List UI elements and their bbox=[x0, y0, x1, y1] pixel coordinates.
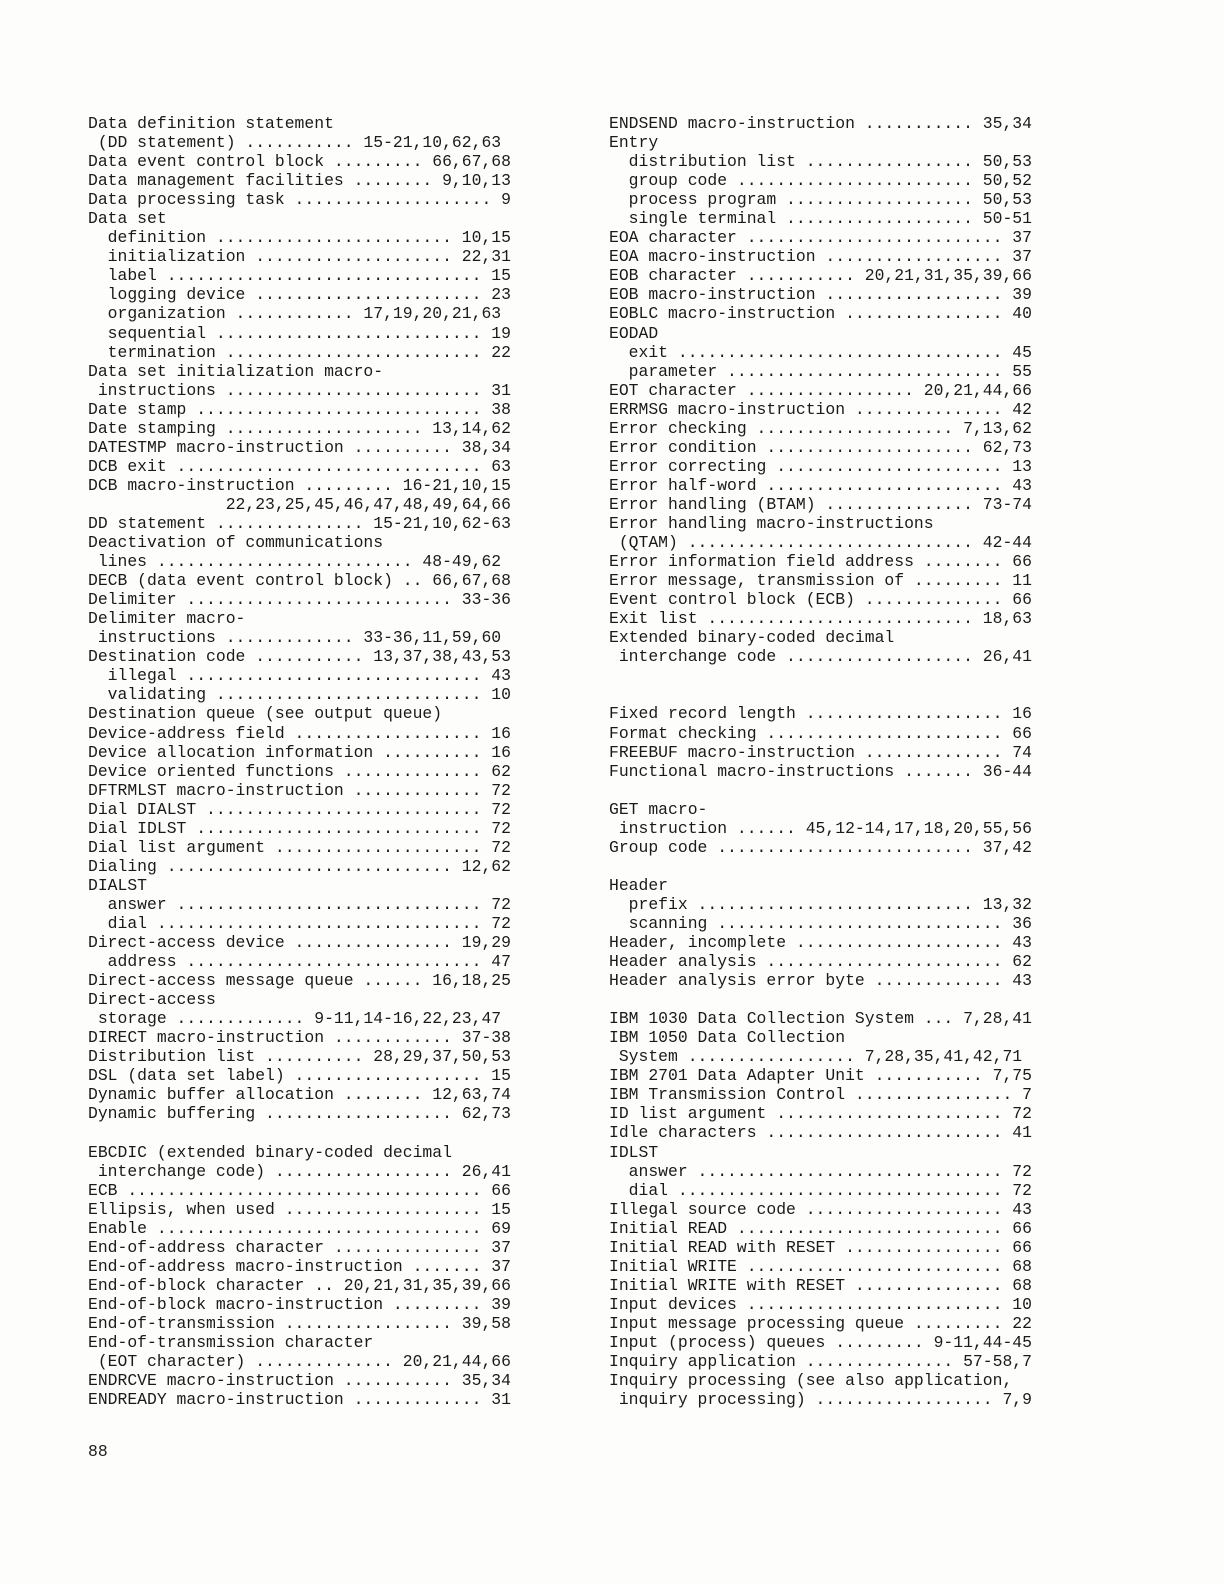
index-entry-line: Error checking .................... 7,13,62 bbox=[609, 418, 1032, 438]
index-entry-line: Deactivation of communications bbox=[88, 533, 384, 553]
index-entry-line: group code ........................ 50,52 bbox=[609, 171, 1032, 191]
index-entry-line: Dialing ............................. 12,62 bbox=[88, 856, 511, 876]
index-entry-line: DD statement ............... 15-21,10,62-63 bbox=[88, 513, 511, 533]
index-entry-line: EOT character ................. 20,21,44,66 bbox=[609, 380, 1032, 400]
index-entry-line: End-of-address macro-instruction ....... 37 bbox=[88, 1256, 511, 1276]
index-entry-line: Error information field address ........ 66 bbox=[609, 552, 1032, 572]
index-entry-line: interchange code) .................. 26,41 bbox=[88, 1161, 511, 1181]
index-entry-line: Extended binary-coded decimal bbox=[609, 628, 895, 648]
index-entry-line: Data management facilities ........ 9,10,13 bbox=[88, 171, 511, 191]
index-entry-line: Destination queue (see output queue) bbox=[88, 704, 443, 724]
index-entry-line: answer ............................... 72 bbox=[609, 1161, 1032, 1181]
index-entry-line: inquiry processing) .................. 7,9 bbox=[609, 1390, 1032, 1410]
index-entry-line: End-of-transmission character bbox=[88, 1333, 374, 1352]
index-entry-line: Error message, transmission of ......... 11 bbox=[609, 571, 1032, 591]
index-entry-line: ECB .................................... 66 bbox=[88, 1180, 511, 1200]
index-entry-line: ENDREADY macro-instruction ............. 31 bbox=[88, 1390, 511, 1410]
index-entry-line: GET macro- bbox=[609, 799, 708, 819]
index-entry-line: 22,23,25,45,46,47,48,49,64,66 bbox=[88, 494, 511, 514]
index-entry-line: ERRMSG macro-instruction ............... 42 bbox=[609, 399, 1032, 419]
index-entry-line: Input (process) queues ......... 9-11,44-45 bbox=[609, 1333, 1032, 1352]
index-entry-line: Inquiry processing (see also application, bbox=[609, 1371, 1013, 1391]
index-entry-line: Idle characters ........................ 41 bbox=[609, 1123, 1032, 1143]
index-entry-line: Error handling (BTAM) ............... 73-74 bbox=[609, 494, 1032, 514]
index-entry-line: Enable ................................. 69 bbox=[88, 1218, 511, 1238]
index-entry-line: IDLST bbox=[609, 1142, 659, 1162]
index-entry-line: Illegal source code .................... 43 bbox=[609, 1199, 1032, 1219]
index-entry-line: illegal .............................. 43 bbox=[88, 666, 511, 686]
index-entry-line: Device-address field ................... 16 bbox=[88, 723, 511, 743]
index-entry-line: Error handling macro-instructions bbox=[609, 513, 934, 533]
index-entry-line: DCB macro-instruction ......... 16-21,10,15 bbox=[88, 475, 511, 495]
index-entry-line: sequential ........................... 19 bbox=[88, 323, 511, 343]
index-entry-line: Date stamp ............................. 38 bbox=[88, 399, 511, 419]
index-entry-line: Initial WRITE .......................... 68 bbox=[609, 1256, 1032, 1276]
index-entry-line: End-of-transmission ................. 39,58 bbox=[88, 1313, 511, 1333]
index-entry-line: Error correcting ....................... 13 bbox=[609, 456, 1032, 476]
index-entry-line: EOA character .......................... 37 bbox=[609, 228, 1032, 248]
index-entry-line: ENDRCVE macro-instruction ........... 35,34 bbox=[88, 1371, 511, 1391]
index-entry-line: (DD statement) ........... 15-21,10,62,63 bbox=[88, 133, 502, 153]
index-entry-line: Entry bbox=[609, 133, 659, 153]
index-entry-line: Header analysis ........................ 62 bbox=[609, 952, 1032, 972]
index-entry-line: Ellipsis, when used .................... 15 bbox=[88, 1199, 511, 1219]
index-entry-line: IBM 2701 Data Adapter Unit ........... 7,75 bbox=[609, 1066, 1032, 1086]
index-left-column bbox=[88, 114, 580, 1409]
index-entry-line: End-of-block character .. 20,21,31,35,39,66 bbox=[88, 1275, 511, 1295]
index-entry-line: answer ............................... 72 bbox=[88, 894, 511, 914]
index-entry-line bbox=[88, 1123, 580, 1142]
index-entry-line: Exit list ........................... 18,63 bbox=[609, 609, 1032, 629]
index-entry-line: DATESTMP macro-instruction .......... 38,34 bbox=[88, 437, 511, 457]
index-entry-line: Data set bbox=[88, 209, 167, 229]
index-entry-line: DFTRMLST macro-instruction ............. 72 bbox=[88, 780, 511, 800]
index-entry-line: prefix ............................ 13,32 bbox=[609, 894, 1032, 914]
index-entry-line: End-of-address character ............... 37 bbox=[88, 1237, 511, 1257]
index-entry-line bbox=[609, 857, 1101, 876]
index-entry-line: instructions .......................... 31 bbox=[88, 380, 511, 400]
index-entry-line: Fixed record length .................... 16 bbox=[609, 704, 1032, 724]
index-entry-line: IBM 1030 Data Collection System ... 7,28,41 bbox=[609, 1009, 1032, 1029]
index-entry-line: EOA macro-instruction .................. 37 bbox=[609, 247, 1032, 267]
index-entry-line: Data event control block ......... 66,67,68 bbox=[88, 152, 511, 172]
index-entry-line: Data processing task .................... 9 bbox=[88, 190, 511, 210]
index-entry-line: Device oriented functions .............. 62 bbox=[88, 761, 511, 781]
index-entry-line: EODAD bbox=[609, 323, 659, 343]
index-entry-line: IBM Transmission Control ................ 7 bbox=[609, 1085, 1032, 1105]
index-entry-line: System ................. 7,28,35,41,42,71 bbox=[609, 1047, 1023, 1067]
index-entry-line: address .............................. 47 bbox=[88, 952, 511, 972]
index-entry-line: instruction ...... 45,12-14,17,18,20,55,56 bbox=[609, 818, 1032, 838]
index-entry-line: Initial READ with RESET ................ 66 bbox=[609, 1237, 1032, 1257]
index-entry-line: Inquiry application ............... 57-58,7 bbox=[609, 1352, 1032, 1372]
index-entry-line: Header, incomplete ..................... 43 bbox=[609, 933, 1032, 953]
index-right-column bbox=[609, 114, 1101, 1409]
index-entry-line: definition ........................ 10,15 bbox=[88, 228, 511, 248]
index-entry-line: label ................................ 15 bbox=[88, 266, 511, 286]
index-entry-line: Input devices .......................... 10 bbox=[609, 1294, 1032, 1314]
index-entry-line: Dial list argument ..................... 72 bbox=[88, 837, 511, 857]
index-entry-line: Event control block (ECB) .............. 66 bbox=[609, 590, 1032, 610]
index-entry-line: parameter ............................ 55 bbox=[609, 361, 1032, 381]
index-entry-line: EOB macro-instruction .................. 39 bbox=[609, 285, 1032, 305]
index-entry-line: Date stamping .................... 13,14,62 bbox=[88, 418, 511, 438]
index-entry-line: Header bbox=[609, 875, 669, 895]
index-entry-line: logging device ....................... 23 bbox=[88, 285, 511, 305]
index-entry-line: DCB exit ............................... 63 bbox=[88, 456, 511, 476]
index-entry-line: initialization .................... 22,31 bbox=[88, 247, 511, 267]
index-entry-line: ENDSEND macro-instruction ........... 35,34 bbox=[609, 114, 1032, 133]
index-entry-line: single terminal ................... 50-51 bbox=[609, 209, 1032, 229]
index-entry-line: exit ................................. 45 bbox=[609, 342, 1032, 362]
index-entry-line: Direct-access message queue ...... 16,18,25 bbox=[88, 971, 511, 991]
index-entry-line: distribution list ................. 50,53 bbox=[609, 152, 1032, 172]
index-entry-line: EOBLC macro-instruction ................ 40 bbox=[609, 304, 1032, 324]
index-entry-line: Initial WRITE with RESET ............... 68 bbox=[609, 1275, 1032, 1295]
index-entry-line: dial ................................. 72 bbox=[609, 1180, 1032, 1200]
index-entry-line: DIALST bbox=[88, 875, 148, 895]
index-entry-line bbox=[609, 685, 1101, 704]
index-entry-line: IBM 1050 Data Collection bbox=[609, 1028, 846, 1048]
index-entry-line: validating ........................... 10 bbox=[88, 685, 511, 705]
index-entry-line: Error half-word ........................ 43 bbox=[609, 475, 1032, 495]
index-entry-line: Data definition statement bbox=[88, 114, 334, 133]
index-entry-line: process program ................... 50,53 bbox=[609, 190, 1032, 210]
index-entry-line: EBCDIC (extended binary-coded decimal bbox=[88, 1142, 452, 1162]
index-entry-line: Data set initialization macro- bbox=[88, 361, 384, 381]
index-entry-line: Initial READ ........................... 66 bbox=[609, 1218, 1032, 1238]
index-entry-line: Dynamic buffer allocation ........ 12,63,74 bbox=[88, 1085, 511, 1105]
index-entry-line bbox=[609, 666, 1101, 685]
index-entry-line: Format checking ........................ 66 bbox=[609, 723, 1032, 743]
index-entry-line: Dial DIALST ............................ 72 bbox=[88, 799, 511, 819]
index-entry-line: Delimiter macro- bbox=[88, 609, 246, 629]
index-entry-line: (QTAM) ............................. 42-44 bbox=[609, 533, 1032, 553]
index-entry-line: storage ............. 9-11,14-16,22,23,47 bbox=[88, 1009, 502, 1029]
page-number: 88 bbox=[88, 1442, 108, 1461]
index-entry-line: (EOT character) .............. 20,21,44,66 bbox=[88, 1352, 511, 1372]
index-entry-line: Distribution list .......... 28,29,37,50,53 bbox=[88, 1047, 511, 1067]
index-entry-line: Device allocation information .......... 16 bbox=[88, 742, 511, 762]
index-entry-line: FREEBUF macro-instruction .............. 74 bbox=[609, 742, 1032, 762]
index-entry-line bbox=[609, 781, 1101, 800]
index-entry-line: Group code .......................... 37,42 bbox=[609, 837, 1032, 857]
index-entry-line: Error condition ..................... 62,73 bbox=[609, 437, 1032, 457]
index-entry-line: Direct-access bbox=[88, 990, 216, 1010]
index-entry-line: Dynamic buffering ................... 62,73 bbox=[88, 1104, 511, 1124]
index-entry-line: DSL (data set label) ................... 15 bbox=[88, 1066, 511, 1086]
index-entry-line: instructions ............. 33-36,11,59,60 bbox=[88, 628, 502, 648]
index-entry-line: EOB character ........... 20,21,31,35,39,66 bbox=[609, 266, 1032, 286]
index-entry-line: DIRECT macro-instruction ............ 37-38 bbox=[88, 1028, 511, 1048]
index-entry-line: Input message processing queue ......... 22 bbox=[609, 1313, 1032, 1333]
index-entry-line: Functional macro-instructions ....... 36-44 bbox=[609, 761, 1032, 781]
index-entry-line: Direct-access device ................ 19,29 bbox=[88, 933, 511, 953]
index-entry-line: termination .......................... 22 bbox=[88, 342, 511, 362]
index-entry-line: organization ............ 17,19,20,21,63 bbox=[88, 304, 502, 324]
index-entry-line: interchange code ................... 26,41 bbox=[609, 647, 1032, 667]
index-entry-line: ID list argument ....................... 72 bbox=[609, 1104, 1032, 1124]
index-entry-line: scanning ............................. 36 bbox=[609, 913, 1032, 933]
index-entry-line bbox=[609, 990, 1101, 1009]
index-entry-line: DECB (data event control block) .. 66,67,68 bbox=[88, 571, 511, 591]
index-entry-line: Header analysis error byte ............. 43 bbox=[609, 971, 1032, 991]
index-entry-line: End-of-block macro-instruction ......... 39 bbox=[88, 1294, 511, 1314]
index-entry-line: Delimiter ........................... 33-36 bbox=[88, 590, 511, 610]
index-entry-line: dial ................................. 72 bbox=[88, 913, 511, 933]
index-entry-line: Destination code ........... 13,37,38,43,53 bbox=[88, 647, 511, 667]
index-entry-line: Dial IDLST ............................. 72 bbox=[88, 818, 511, 838]
index-entry-line: lines .......................... 48-49,62 bbox=[88, 552, 502, 572]
